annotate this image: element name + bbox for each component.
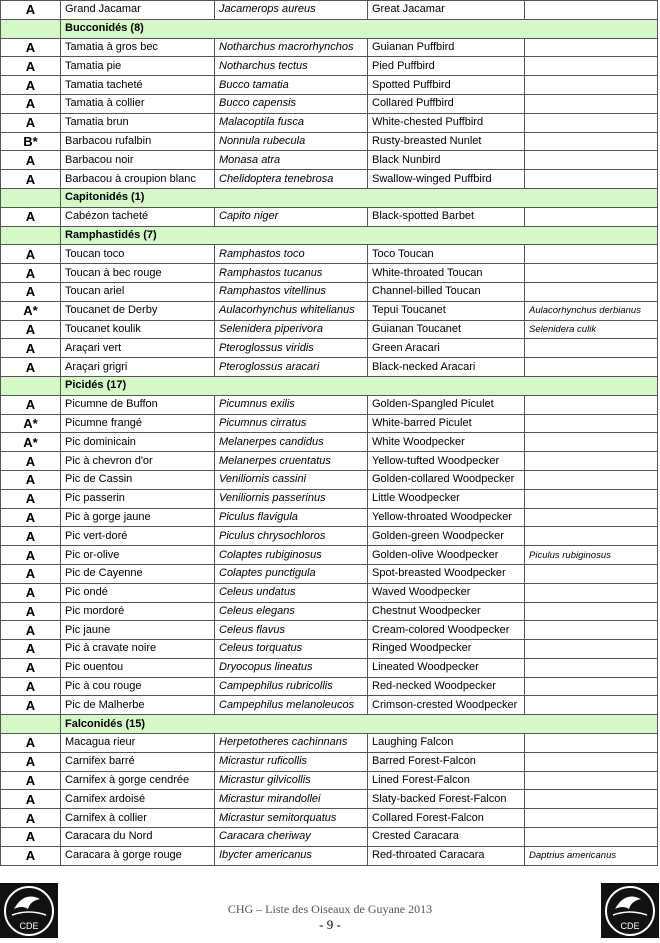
english-name: Rusty-breasted Nunlet — [368, 132, 525, 151]
scientific-name: Veniliornis cassini — [215, 470, 368, 489]
species-row — [1, 170, 658, 189]
family-name: Capitonidés (1) — [61, 188, 658, 207]
note-cell — [525, 658, 658, 677]
french-name: Pic à chevron d'or — [61, 452, 215, 471]
english-name: Cream-colored Woodpecker — [368, 621, 525, 640]
status-cell: A — [1, 846, 61, 865]
note-cell — [525, 790, 658, 809]
scientific-name: Celeus elegans — [215, 602, 368, 621]
species-row — [1, 301, 658, 320]
french-name: Pic de Malherbe — [61, 696, 215, 715]
scientific-name: Jacamerops aureus — [215, 1, 368, 20]
status-cell: A — [1, 583, 61, 602]
scientific-name: Chelidoptera tenebrosa — [215, 170, 368, 189]
note-cell: Daptrius americanus — [525, 846, 658, 865]
status-cell: A — [1, 508, 61, 527]
scientific-name: Notharchus macrorhynchos — [215, 38, 368, 57]
scientific-name: Ramphastos vitellinus — [215, 282, 368, 301]
french-name: Macagua rieur — [61, 734, 215, 753]
status-cell: A — [1, 658, 61, 677]
scientific-name: Pteroglossus aracari — [215, 358, 368, 377]
species-row — [1, 452, 658, 471]
family-name: Picidés (17) — [61, 376, 658, 395]
french-name: Caracara à gorge rouge — [61, 846, 215, 865]
english-name: Little Woodpecker — [368, 489, 525, 508]
note-cell — [525, 564, 658, 583]
english-name: Black Nunbird — [368, 151, 525, 170]
status-cell: A — [1, 734, 61, 753]
status-cell: A — [1, 452, 61, 471]
english-name: Collared Forest-Falcon — [368, 809, 525, 828]
note-cell: Aulacorhynchus derbianus — [525, 301, 658, 320]
scientific-name: Piculus chrysochloros — [215, 527, 368, 546]
note-cell: Piculus rubiginosus — [525, 546, 658, 565]
note-cell — [525, 207, 658, 226]
scientific-name: Ibycter americanus — [215, 846, 368, 865]
status-cell: A — [1, 395, 61, 414]
scientific-name: Piculus flavigula — [215, 508, 368, 527]
status-cell: A — [1, 170, 61, 189]
french-name: Barbacou à croupion blanc — [61, 170, 215, 189]
species-row — [1, 132, 658, 151]
french-name: Pic mordoré — [61, 602, 215, 621]
status-cell: B* — [1, 132, 61, 151]
note-cell — [525, 76, 658, 95]
note-cell — [525, 414, 658, 433]
french-name: Cabézon tacheté — [61, 207, 215, 226]
note-cell — [525, 771, 658, 790]
family-name: Bucconidés (8) — [61, 19, 658, 38]
scientific-name: Monasa atra — [215, 151, 368, 170]
scientific-name: Celeus undatus — [215, 583, 368, 602]
note-cell — [525, 57, 658, 76]
scientific-name: Celeus torquatus — [215, 640, 368, 659]
french-name: Toucan à bec rouge — [61, 264, 215, 283]
english-name: White-chested Puffbird — [368, 113, 525, 132]
family-header-row — [1, 715, 658, 734]
scientific-name: Ramphastos toco — [215, 245, 368, 264]
scientific-name: Pteroglossus viridis — [215, 339, 368, 358]
status-cell: A — [1, 677, 61, 696]
species-row — [1, 470, 658, 489]
english-name: White-throated Toucan — [368, 264, 525, 283]
scientific-name: Nonnula rubecula — [215, 132, 368, 151]
status-cell: A — [1, 245, 61, 264]
status-cell: A* — [1, 301, 61, 320]
status-cell: A — [1, 752, 61, 771]
species-row — [1, 151, 658, 170]
family-header-row — [1, 188, 658, 207]
status-cell: A — [1, 790, 61, 809]
french-name: Pic à gorge jaune — [61, 508, 215, 527]
french-name: Carnifex à collier — [61, 809, 215, 828]
english-name: Yellow-tufted Woodpecker — [368, 452, 525, 471]
french-name: Toucan toco — [61, 245, 215, 264]
note-cell — [525, 38, 658, 57]
note-cell: Selenidera culik — [525, 320, 658, 339]
english-name: Lined Forest-Falcon — [368, 771, 525, 790]
french-name: Pic or-olive — [61, 546, 215, 565]
species-row — [1, 57, 658, 76]
species-row — [1, 527, 658, 546]
species-row — [1, 771, 658, 790]
status-cell: A — [1, 489, 61, 508]
scientific-name: Caracara cheriway — [215, 828, 368, 847]
family-name: Falconidés (15) — [61, 715, 658, 734]
species-row — [1, 264, 658, 283]
english-name: Chestnut Woodpecker — [368, 602, 525, 621]
status-cell: A — [1, 38, 61, 57]
species-row — [1, 583, 658, 602]
species-row — [1, 546, 658, 565]
note-cell — [525, 583, 658, 602]
french-name: Pic ouentou — [61, 658, 215, 677]
french-name: Grand Jacamar — [61, 1, 215, 20]
scientific-name: Herpetotheres cachinnans — [215, 734, 368, 753]
english-name: Guianan Toucanet — [368, 320, 525, 339]
status-cell: A — [1, 564, 61, 583]
english-name: Barred Forest-Falcon — [368, 752, 525, 771]
species-row — [1, 621, 658, 640]
french-name: Tamatia tacheté — [61, 76, 215, 95]
english-name: Golden-green Woodpecker — [368, 527, 525, 546]
french-name: Picumne frangé — [61, 414, 215, 433]
family-header-row — [1, 226, 658, 245]
french-name: Toucanet de Derby — [61, 301, 215, 320]
french-name: Picumne de Buffon — [61, 395, 215, 414]
species-row — [1, 414, 658, 433]
scientific-name: Micrastur ruficollis — [215, 752, 368, 771]
english-name: Green Aracari — [368, 339, 525, 358]
note-cell — [525, 508, 658, 527]
scientific-name: Notharchus tectus — [215, 57, 368, 76]
english-name: Red-throated Caracara — [368, 846, 525, 865]
status-cell: A — [1, 546, 61, 565]
scientific-name: Bucco capensis — [215, 94, 368, 113]
english-name: Golden-collared Woodpecker — [368, 470, 525, 489]
french-name: Tamatia pie — [61, 57, 215, 76]
note-cell — [525, 452, 658, 471]
french-name: Pic ondé — [61, 583, 215, 602]
species-row — [1, 207, 658, 226]
family-header-row — [1, 376, 658, 395]
status-cell: A* — [1, 414, 61, 433]
scientific-name: Colaptes punctigula — [215, 564, 368, 583]
note-cell — [525, 828, 658, 847]
family-header-row — [1, 19, 658, 38]
scientific-name: Picumnus cirratus — [215, 414, 368, 433]
french-name: Pic jaune — [61, 621, 215, 640]
english-name: White-barred Piculet — [368, 414, 525, 433]
english-name: White Woodpecker — [368, 433, 525, 452]
french-name: Araçari grigri — [61, 358, 215, 377]
family-name: Ramphastidés (7) — [61, 226, 658, 245]
english-name: Crimson-crested Woodpecker — [368, 696, 525, 715]
species-row — [1, 489, 658, 508]
status-cell: A — [1, 640, 61, 659]
note-cell — [525, 470, 658, 489]
scientific-name: Campephilus melanoleucos — [215, 696, 368, 715]
note-cell — [525, 602, 658, 621]
english-name: Tepui Toucanet — [368, 301, 525, 320]
english-name: Slaty-backed Forest-Falcon — [368, 790, 525, 809]
note-cell — [525, 640, 658, 659]
note-cell — [525, 489, 658, 508]
scientific-name: Ramphastos tucanus — [215, 264, 368, 283]
french-name: Carnifex barré — [61, 752, 215, 771]
note-cell — [525, 696, 658, 715]
species-row — [1, 245, 658, 264]
species-row — [1, 113, 658, 132]
scientific-name: Aulacorhynchus whitelianus — [215, 301, 368, 320]
logo-text: CDE — [620, 921, 640, 931]
species-row — [1, 677, 658, 696]
scientific-name: Micrastur semitorquatus — [215, 809, 368, 828]
scientific-name: Melanerpes candidus — [215, 433, 368, 452]
species-row — [1, 339, 658, 358]
note-cell — [525, 433, 658, 452]
french-name: Toucanet koulik — [61, 320, 215, 339]
scientific-name: Melanerpes cruentatus — [215, 452, 368, 471]
french-name: Pic de Cayenne — [61, 564, 215, 583]
family-status-cell — [1, 715, 61, 734]
species-row — [1, 433, 658, 452]
note-cell — [525, 94, 658, 113]
english-name: Black-spotted Barbet — [368, 207, 525, 226]
french-name: Pic passerin — [61, 489, 215, 508]
status-cell: A — [1, 1, 61, 20]
french-name: Caracara du Nord — [61, 828, 215, 847]
note-cell — [525, 151, 658, 170]
status-cell: A — [1, 696, 61, 715]
french-name: Pic de Cassin — [61, 470, 215, 489]
status-cell: A — [1, 320, 61, 339]
status-cell: A — [1, 76, 61, 95]
english-name: Golden-olive Woodpecker — [368, 546, 525, 565]
french-name: Pic vert-doré — [61, 527, 215, 546]
note-cell — [525, 170, 658, 189]
english-name: Swallow-winged Puffbird — [368, 170, 525, 189]
scientific-name: Micrastur mirandollei — [215, 790, 368, 809]
french-name: Toucan ariel — [61, 282, 215, 301]
scientific-name: Bucco tamatia — [215, 76, 368, 95]
english-name: Black-necked Aracari — [368, 358, 525, 377]
english-name: Channel-billed Toucan — [368, 282, 525, 301]
species-row — [1, 94, 658, 113]
species-row — [1, 790, 658, 809]
english-name: Yellow-throated Woodpecker — [368, 508, 525, 527]
english-name: Waved Woodpecker — [368, 583, 525, 602]
status-cell: A — [1, 264, 61, 283]
status-cell: A — [1, 621, 61, 640]
french-name: Tamatia brun — [61, 113, 215, 132]
english-name: Great Jacamar — [368, 1, 525, 20]
note-cell — [525, 677, 658, 696]
french-name: Pic à cou rouge — [61, 677, 215, 696]
english-name: Laughing Falcon — [368, 734, 525, 753]
species-row — [1, 38, 658, 57]
family-status-cell — [1, 19, 61, 38]
scientific-name: Micrastur gilvicollis — [215, 771, 368, 790]
french-name: Araçari vert — [61, 339, 215, 358]
note-cell — [525, 113, 658, 132]
status-cell: A — [1, 527, 61, 546]
family-status-cell — [1, 376, 61, 395]
species-row — [1, 395, 658, 414]
note-cell — [525, 358, 658, 377]
french-name: Carnifex à gorge cendrée — [61, 771, 215, 790]
french-name: Tamatia à collier — [61, 94, 215, 113]
note-cell — [525, 132, 658, 151]
note-cell — [525, 1, 658, 20]
status-cell: A — [1, 339, 61, 358]
note-cell — [525, 245, 658, 264]
note-cell — [525, 809, 658, 828]
status-cell: A — [1, 358, 61, 377]
species-row — [1, 734, 658, 753]
english-name: Collared Puffbird — [368, 94, 525, 113]
scientific-name: Dryocopus lineatus — [215, 658, 368, 677]
species-row — [1, 508, 658, 527]
status-cell: A — [1, 113, 61, 132]
status-cell: A — [1, 57, 61, 76]
species-row — [1, 282, 658, 301]
species-row — [1, 846, 658, 865]
english-name: Golden-Spangled Piculet — [368, 395, 525, 414]
french-name: Pic dominicain — [61, 433, 215, 452]
species-row — [1, 809, 658, 828]
french-name: Tamatia à gros bec — [61, 38, 215, 57]
page-number: - 9 - — [319, 917, 341, 932]
family-status-cell — [1, 188, 61, 207]
note-cell — [525, 527, 658, 546]
note-cell — [525, 264, 658, 283]
note-cell — [525, 752, 658, 771]
status-cell: A — [1, 282, 61, 301]
footer-title: CHG – Liste des Oiseaux de Guyane 2013 — [227, 902, 433, 916]
english-name: Lineated Woodpecker — [368, 658, 525, 677]
scientific-name: Veniliornis passerinus — [215, 489, 368, 508]
family-status-cell — [1, 226, 61, 245]
status-cell: A — [1, 828, 61, 847]
status-cell: A — [1, 151, 61, 170]
scientific-name: Picumnus exilis — [215, 395, 368, 414]
status-cell: A — [1, 94, 61, 113]
english-name: Crested Caracara — [368, 828, 525, 847]
species-row — [1, 752, 658, 771]
french-name: Barbacou noir — [61, 151, 215, 170]
species-row — [1, 828, 658, 847]
status-cell: A* — [1, 433, 61, 452]
species-row — [1, 696, 658, 715]
status-cell: A — [1, 470, 61, 489]
species-row — [1, 76, 658, 95]
status-cell: A — [1, 771, 61, 790]
scientific-name: Selenidera piperivora — [215, 320, 368, 339]
english-name: Spotted Puffbird — [368, 76, 525, 95]
species-row — [1, 358, 658, 377]
french-name: Barbacou rufalbin — [61, 132, 215, 151]
species-row — [1, 564, 658, 583]
english-name: Ringed Woodpecker — [368, 640, 525, 659]
french-name: Pic à cravate noire — [61, 640, 215, 659]
english-name: Red-necked Woodpecker — [368, 677, 525, 696]
note-cell — [525, 734, 658, 753]
scientific-name: Malacoptila fusca — [215, 113, 368, 132]
status-cell: A — [1, 602, 61, 621]
english-name: Toco Toucan — [368, 245, 525, 264]
status-cell: A — [1, 207, 61, 226]
species-row — [1, 1, 658, 20]
scientific-name: Celeus flavus — [215, 621, 368, 640]
english-name: Guianan Puffbird — [368, 38, 525, 57]
english-name: Spot-breasted Woodpecker — [368, 564, 525, 583]
species-row — [1, 640, 658, 659]
logo-text: CDE — [19, 921, 39, 931]
french-name: Carnifex ardoisé — [61, 790, 215, 809]
note-cell — [525, 339, 658, 358]
note-cell — [525, 621, 658, 640]
status-cell: A — [1, 809, 61, 828]
scientific-name: Colaptes rubiginosus — [215, 546, 368, 565]
species-row — [1, 320, 658, 339]
english-name: Pied Puffbird — [368, 57, 525, 76]
species-row — [1, 658, 658, 677]
scientific-name: Campephilus rubricollis — [215, 677, 368, 696]
scientific-name: Capito niger — [215, 207, 368, 226]
species-row — [1, 602, 658, 621]
note-cell — [525, 282, 658, 301]
note-cell — [525, 395, 658, 414]
